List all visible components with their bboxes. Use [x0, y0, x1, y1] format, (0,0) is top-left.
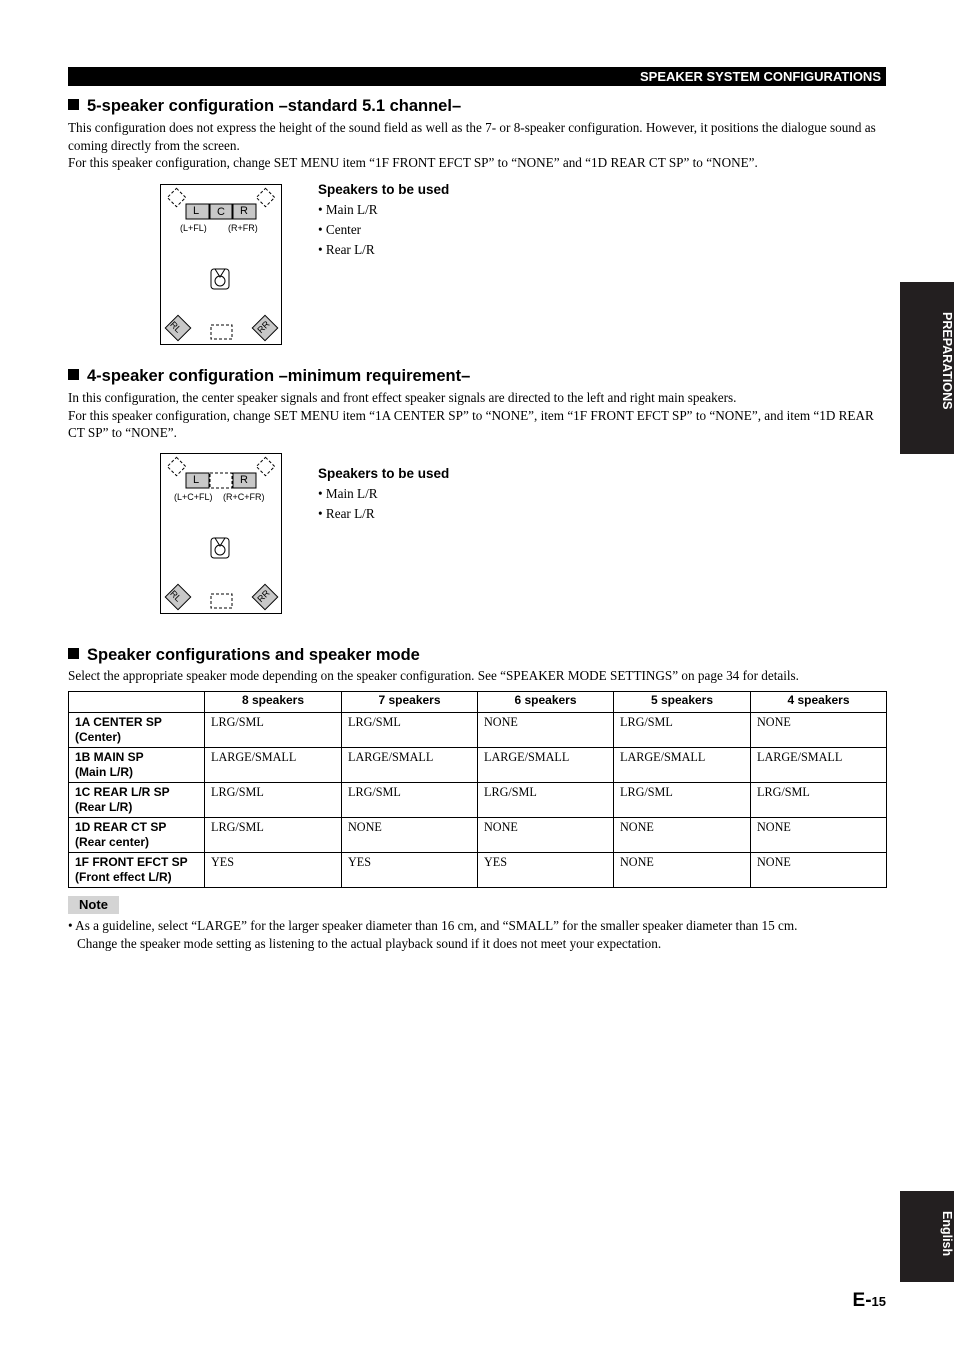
column-header: 8 speakers [205, 692, 342, 713]
column-header: 7 speakers [342, 692, 478, 713]
row-header [69, 818, 205, 853]
front-effect-right-icon [256, 188, 274, 206]
side-tab-english [900, 1191, 954, 1282]
paragraph: This configuration does not express the height of the sound field as well as the 7- or 8-speaker configuration. However, it positions the dialogue sound as coming directly from the screen. [68, 120, 876, 153]
list-item: • Center [318, 222, 362, 237]
section-title-text: 5-speaker configuration –standard 5.1 channel– [87, 97, 462, 115]
rear-center-absent-icon [211, 594, 232, 608]
speaker-modes-description [68, 667, 888, 685]
header-bar [68, 67, 886, 86]
table-cell: NONE [614, 818, 751, 853]
page-prefix: E- [852, 1290, 872, 1311]
table-cell: LARGE/SMALL [342, 748, 478, 783]
section-title-text: Speaker configurations and speaker mode [87, 646, 420, 664]
label-r: R [240, 205, 248, 217]
square-bullet-icon [68, 648, 79, 659]
five-speaker-diagram [160, 184, 282, 345]
list-item: • Main L/R [318, 202, 378, 217]
table-cell: LRG/SML [205, 713, 342, 748]
row-header [69, 853, 205, 888]
list-item: • Rear L/R [318, 506, 375, 521]
side-tab-preparations-label: PREPARATIONS [940, 312, 954, 410]
row-sub: (Center) [75, 730, 122, 744]
speaker-mode-table [68, 691, 887, 888]
section-title-speaker-modes [68, 646, 420, 665]
section-title-four-speaker [68, 367, 470, 386]
table-cell: YES [342, 853, 478, 888]
label-rr: RR [255, 318, 272, 336]
table-cell: YES [205, 853, 342, 888]
table-cell: NONE [342, 818, 478, 853]
table-cell: LRG/SML [751, 783, 887, 818]
header-title: SPEAKER SYSTEM CONFIGURATIONS [639, 69, 881, 84]
table-row [69, 748, 887, 783]
table-cell: LRG/SML [614, 713, 751, 748]
label-c: C [217, 206, 225, 218]
table-cell: LRG/SML [342, 713, 478, 748]
column-header: 4 speakers [751, 692, 887, 713]
page-digits: 15 [871, 1294, 886, 1309]
table-cell: LARGE/SMALL [205, 748, 342, 783]
list-item: • Main L/R [318, 486, 378, 501]
front-effect-left-icon [167, 188, 185, 206]
four-speaker-used-list [318, 464, 449, 524]
table-cell: YES [478, 853, 614, 888]
row-header [69, 748, 205, 783]
label-rr: RR [255, 587, 272, 605]
paragraph: In this configuration, the center speaker signals and front effect speaker signals are directed to the left and right main speakers. [68, 390, 737, 405]
row-sub: (Front effect L/R) [75, 870, 172, 884]
table-cell: NONE [751, 713, 887, 748]
four-speaker-description [68, 389, 888, 442]
section-title-text: 4-speaker configuration –minimum requirement– [87, 367, 471, 385]
table-row [69, 783, 887, 818]
table-row [69, 713, 887, 748]
label-right-combined: (R+C+FR) [223, 492, 265, 502]
rear-center-absent-icon [211, 325, 232, 339]
table-cell: LARGE/SMALL [614, 748, 751, 783]
note-line: Change the speaker mode setting as listening to the actual playback sound if it does not meet your expectation. [77, 935, 662, 951]
side-tab-preparations [900, 282, 954, 454]
center-absent-icon [210, 473, 232, 488]
table-cell: NONE [478, 713, 614, 748]
label-rl: RL [168, 319, 184, 335]
front-effect-right-icon [256, 457, 274, 475]
row-sub: (Rear L/R) [75, 800, 133, 814]
used-list-title: Speakers to be used [318, 466, 450, 481]
table-cell: NONE [614, 853, 751, 888]
listener-icon [211, 538, 229, 558]
row-header [69, 783, 205, 818]
label-right-combined: (R+FR) [228, 223, 258, 233]
label-rl: RL [168, 588, 184, 604]
table-cell: LRG/SML [342, 783, 478, 818]
note-line: • As a guideline, select “LARGE” for the larger speaker diameter than 16 cm, and “SMALL” for the smaller speaker diameter than 15 cm. [68, 918, 798, 933]
table-cell: LRG/SML [205, 783, 342, 818]
label-l: L [193, 474, 200, 486]
paragraph: For this speaker configuration, change SET MENU item “1A CENTER SP” to “NONE”, item “1F FRONT EFCT SP” to “NONE”, and item “1D REAR CT SP” to “NONE”. [68, 407, 874, 440]
square-bullet-icon [68, 369, 79, 380]
table-cell: LRG/SML [478, 783, 614, 818]
row-sub: (Rear center) [75, 835, 150, 849]
row-name: 1F FRONT EFCT SP [75, 855, 188, 869]
column-header: 5 speakers [614, 692, 751, 713]
label-left-combined: (L+C+FL) [174, 492, 213, 502]
table-row [69, 853, 887, 888]
table-cell: NONE [751, 853, 887, 888]
row-name: 1C REAR L/R SP [75, 785, 170, 799]
four-speaker-diagram [160, 453, 282, 614]
listener-icon [211, 269, 229, 289]
row-sub: (Main L/R) [75, 765, 133, 779]
side-tab-english-label: English [940, 1211, 954, 1257]
note-text [68, 917, 888, 952]
list-item: • Rear L/R [318, 242, 375, 257]
table-cell: LARGE/SMALL [478, 748, 614, 783]
front-effect-left-icon [167, 457, 185, 475]
page-number [853, 1290, 886, 1312]
label-r: R [240, 474, 248, 486]
square-bullet-icon [68, 99, 79, 110]
column-header: 6 speakers [478, 692, 614, 713]
table-header-row [69, 692, 887, 713]
column-header [69, 692, 205, 713]
paragraph: Select the appropriate speaker mode depending on the speaker configuration. See “SPEAKER MODE SETTINGS” on page 34 for details. [68, 668, 799, 683]
five-speaker-used-list [318, 180, 449, 260]
used-list-title: Speakers to be used [318, 182, 450, 197]
table-cell: LRG/SML [614, 783, 751, 818]
five-speaker-description [68, 119, 888, 172]
row-header [69, 713, 205, 748]
table-row [69, 818, 887, 853]
section-title-five-speaker [68, 97, 461, 116]
label-l: L [193, 205, 200, 217]
label-left-combined: (L+FL) [180, 223, 207, 233]
row-name: 1B MAIN SP [75, 750, 144, 764]
note-label: Note [68, 896, 119, 914]
table-cell: NONE [751, 818, 887, 853]
paragraph: For this speaker configuration, change SET MENU item “1F FRONT EFCT SP” to “NONE” and “1D REAR CT SP” to “NONE”. [68, 155, 758, 170]
row-name: 1D REAR CT SP [75, 820, 167, 834]
table-cell: NONE [478, 818, 614, 853]
table-cell: LARGE/SMALL [751, 748, 887, 783]
table-cell: LRG/SML [205, 818, 342, 853]
row-name: 1A CENTER SP [75, 715, 162, 729]
